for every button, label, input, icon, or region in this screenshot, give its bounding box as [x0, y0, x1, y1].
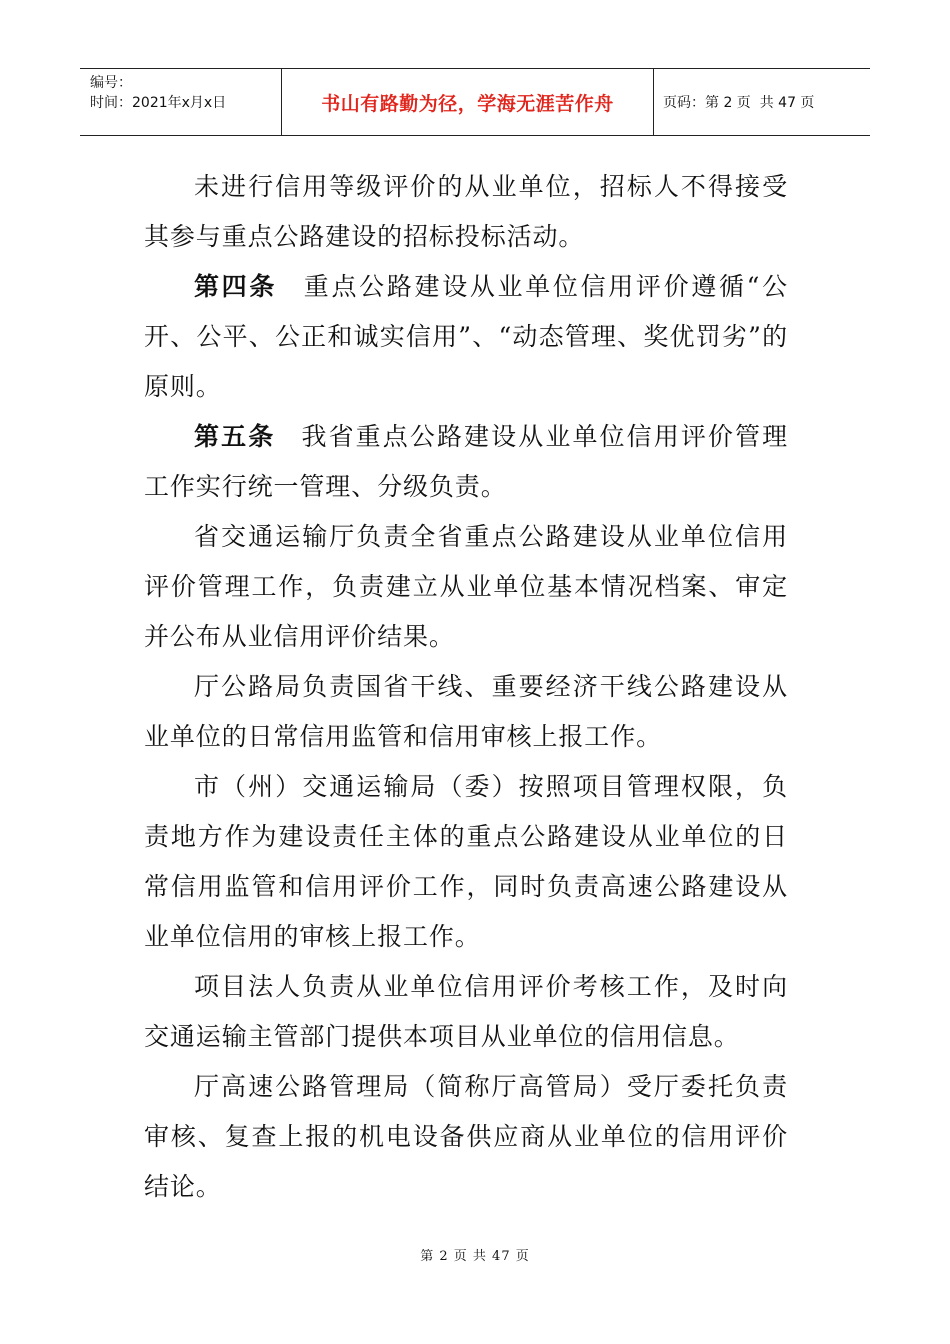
article-4-label: 第四条 — [194, 272, 278, 301]
document-body — [144, 162, 788, 1212]
paragraph-bidding: 未进行信用等级评价的从业单位，招标人不得接受其参与重点公路建设的招标投标活动。 — [144, 172, 788, 251]
document-header — [80, 68, 870, 136]
header-page-cell — [654, 69, 870, 135]
document-number-label: 编号： — [90, 75, 132, 91]
header-meta-cell — [80, 69, 282, 135]
article-4 — [144, 262, 788, 412]
paragraph-municipal-bureau: 市（州）交通运输局（委）按照项目管理权限，负责地方作为建设责任主体的重点公路建设从业单位的日常信用监管和信用评价工作，同时负责高速公路建设从业单位信用的审核上报工作。 — [144, 772, 788, 951]
paragraph-provincial-department: 省交通运输厅负责全省重点公路建设从业单位信用评价管理工作，负责建立从业单位基本情况档案、审定并公布从业信用评价结果。 — [144, 522, 788, 651]
header-motto: 书山有路勤为径，学海无涯苦作舟 — [321, 92, 614, 115]
article-5-text: 我省重点公路建设从业单位信用评价管理工作实行统一管理、分级负责。 — [144, 422, 789, 501]
paragraph-expressway-bureau: 厅高速公路管理局（简称厅高管局）受厅委托负责审核、复查上报的机电设备供应商从业单位的信用评价结论。 — [144, 1072, 788, 1201]
article-5 — [144, 412, 788, 512]
header-motto-cell — [282, 69, 654, 135]
paragraph-highway-bureau: 厅公路局负责国省干线、重要经济干线公路建设从业单位的日常信用监管和信用审核上报工作。 — [144, 672, 788, 751]
document-time-label: 时间：2021年x月x日 — [90, 95, 227, 111]
header-page-info: 页码：第 2 页 共 47 页 — [663, 95, 815, 111]
page-footer: 第 2 页 共 47 页 — [420, 1249, 530, 1264]
article-5-label: 第五条 — [194, 422, 276, 451]
paragraph-project-legal-person: 项目法人负责从业单位信用评价考核工作，及时向交通运输主管部门提供本项目从业单位的信用信息。 — [144, 972, 788, 1051]
article-4-text: 重点公路建设从业单位信用评价遵循“公开、公平、公正和诚实信用”、“动态管理、奖优罚劣”的原则。 — [144, 272, 788, 401]
